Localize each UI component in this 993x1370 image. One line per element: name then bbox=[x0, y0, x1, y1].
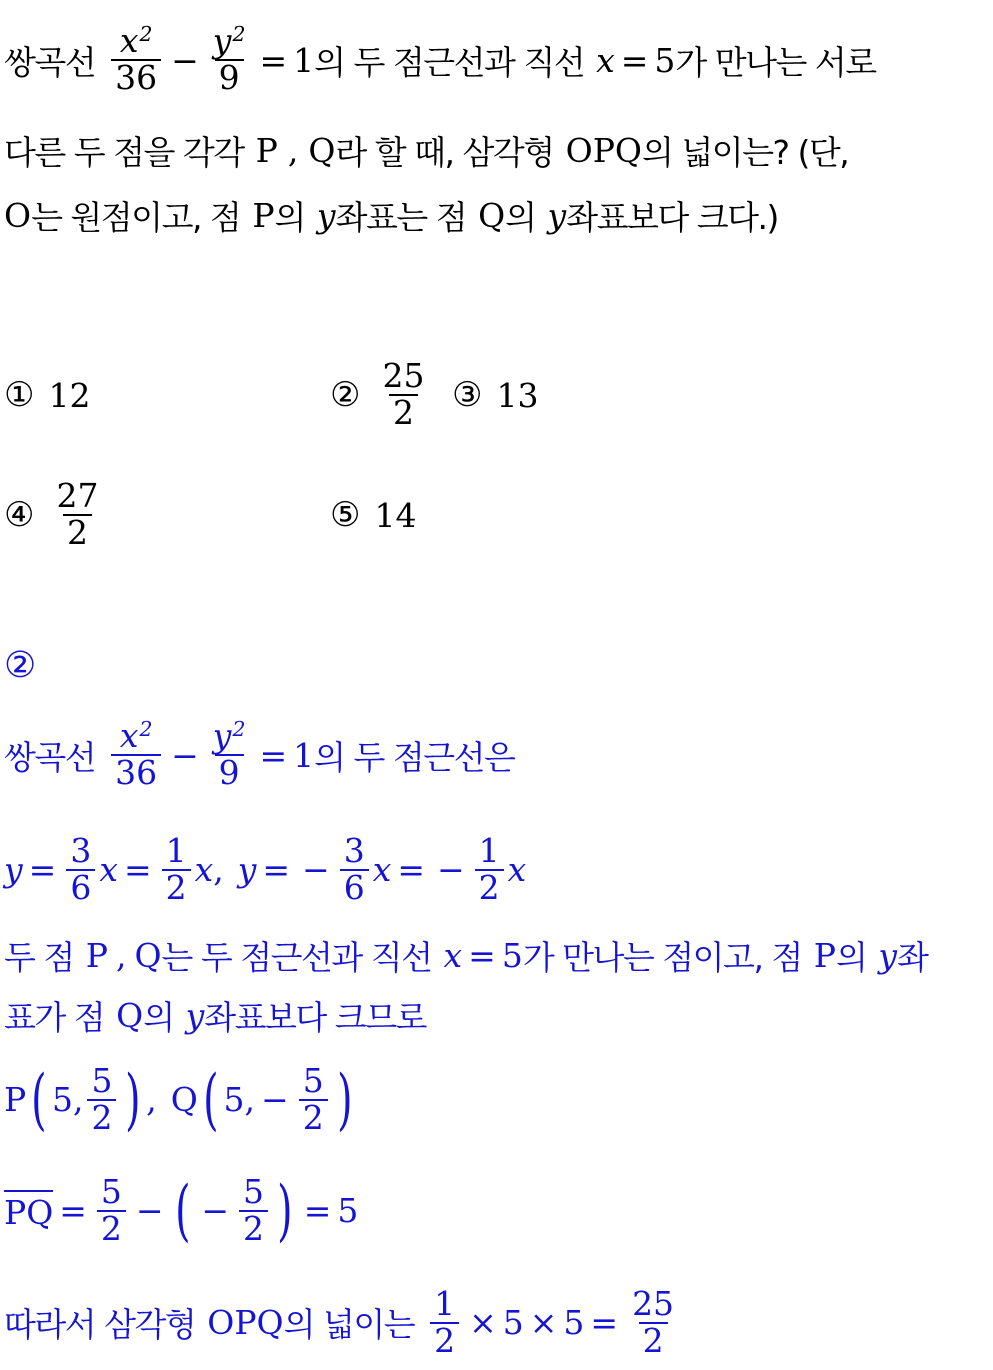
text: 따라서 삼각형 bbox=[4, 1305, 196, 1344]
number: 5, bbox=[223, 1080, 256, 1119]
point-P: P bbox=[252, 195, 275, 235]
denominator: 6 bbox=[66, 869, 95, 906]
text: 의 넓이는 bbox=[283, 1305, 415, 1344]
fraction bbox=[340, 830, 369, 907]
numerator: 25 bbox=[382, 356, 425, 396]
denominator: 2 bbox=[162, 869, 191, 906]
equals-sign: = bbox=[59, 1191, 87, 1230]
solution-line-4 bbox=[4, 990, 987, 1040]
text: 좌표는 점 bbox=[335, 197, 467, 237]
var-x: x bbox=[596, 40, 615, 80]
text: 쌍곡선 bbox=[4, 42, 96, 82]
fraction bbox=[87, 1060, 116, 1137]
choice-3[interactable] bbox=[452, 370, 538, 420]
fraction bbox=[162, 830, 191, 907]
exponent: 2 bbox=[139, 22, 153, 47]
text: 쌍곡선 bbox=[4, 737, 96, 777]
fraction-x2-over-36 bbox=[111, 716, 161, 792]
choice-4[interactable] bbox=[4, 465, 106, 565]
text: 의 넓이는? (단, bbox=[641, 132, 849, 172]
text: 의 두 점근선은 bbox=[314, 737, 515, 777]
point-Q: Q bbox=[134, 935, 162, 975]
text: 라 할 때, 삼각형 bbox=[335, 132, 554, 172]
exponent: 2 bbox=[139, 717, 153, 742]
number: 1 bbox=[293, 40, 315, 80]
minus-sign: − bbox=[261, 1080, 289, 1119]
point-Q: Q bbox=[308, 130, 336, 170]
choice-value: 14 bbox=[374, 495, 417, 535]
denominator: 2 bbox=[389, 394, 418, 431]
exponent: 2 bbox=[232, 717, 246, 742]
fraction bbox=[239, 1171, 268, 1248]
point-P: P bbox=[4, 1080, 27, 1119]
choice-value: 13 bbox=[496, 375, 539, 415]
minus-sign: − bbox=[171, 40, 199, 80]
point-P: P bbox=[813, 935, 837, 975]
fraction bbox=[430, 1283, 459, 1360]
text: 다른 두 점을 각각 bbox=[4, 132, 244, 172]
number: 5 bbox=[563, 1303, 585, 1342]
right-paren: ) bbox=[125, 1060, 142, 1138]
var-y: y bbox=[237, 850, 257, 889]
minus-sign: − bbox=[201, 1191, 229, 1230]
equals-sign: = bbox=[468, 935, 496, 975]
text: 의 bbox=[143, 997, 174, 1037]
denominator: 2 bbox=[475, 869, 504, 906]
equals-sign: = bbox=[123, 850, 152, 889]
var-x: x bbox=[119, 21, 139, 61]
fraction bbox=[299, 1060, 328, 1137]
numerator: 5 bbox=[91, 1060, 113, 1100]
text: 의 bbox=[274, 197, 305, 237]
var-y: y bbox=[212, 716, 232, 756]
answer-choice: ② bbox=[4, 644, 35, 686]
text: 의 두 점근선과 직선 bbox=[314, 42, 585, 82]
choice-mark: ⑤ bbox=[330, 495, 361, 535]
choice-5[interactable] bbox=[330, 490, 416, 540]
denominator: 2 bbox=[430, 1322, 459, 1359]
exponent: 2 bbox=[232, 22, 246, 47]
denominator: 9 bbox=[215, 59, 244, 96]
right-paren: ) bbox=[336, 1060, 353, 1138]
numerator: 3 bbox=[343, 830, 365, 870]
right-paren: ) bbox=[277, 1171, 293, 1249]
times-sign: × bbox=[469, 1303, 497, 1342]
equals-sign: = bbox=[28, 850, 57, 889]
numerator: 3 bbox=[70, 830, 92, 870]
fraction-y2-over-9 bbox=[209, 21, 250, 97]
denominator: 2 bbox=[63, 514, 92, 551]
fraction-y2-over-9 bbox=[209, 716, 250, 792]
solution-line-5 bbox=[4, 1052, 987, 1147]
numerator: 5 bbox=[302, 1060, 324, 1100]
number: 5 bbox=[502, 1303, 524, 1342]
solution-line-1 bbox=[4, 705, 987, 805]
var-x: x bbox=[194, 850, 214, 889]
numerator: 25 bbox=[632, 1283, 675, 1323]
solution-line-2 bbox=[4, 822, 987, 917]
choice-fraction bbox=[378, 356, 428, 432]
point-Q: Q bbox=[116, 995, 144, 1035]
numerator: 5 bbox=[242, 1171, 264, 1211]
solution-line-3 bbox=[4, 930, 987, 980]
var-y: y bbox=[212, 21, 232, 61]
equals-sign: = bbox=[590, 1303, 619, 1342]
equals-sign: = bbox=[397, 850, 425, 889]
comma: , bbox=[213, 850, 224, 889]
question-line-1 bbox=[4, 10, 987, 110]
text: 표가 점 bbox=[4, 997, 105, 1037]
choice-value: 12 bbox=[48, 375, 91, 415]
var-x: x bbox=[372, 850, 392, 889]
minus-sign: − bbox=[171, 735, 199, 775]
solution-line-6 bbox=[4, 1163, 987, 1258]
comma: , bbox=[287, 130, 299, 170]
number: 1 bbox=[293, 735, 315, 775]
equals-sign: = bbox=[262, 850, 291, 889]
segment-PQ: PQ bbox=[4, 1190, 53, 1232]
point-P: P bbox=[255, 130, 278, 170]
denominator: 2 bbox=[97, 1210, 126, 1247]
number: 5 bbox=[337, 1191, 359, 1230]
choice-mark: ② bbox=[330, 375, 361, 415]
point-O: O bbox=[4, 195, 32, 235]
text: 두 점 bbox=[4, 937, 74, 977]
point-Q: Q bbox=[170, 1080, 198, 1119]
denominator: 6 bbox=[340, 869, 369, 906]
point-Q: Q bbox=[478, 195, 506, 235]
fraction bbox=[66, 830, 95, 907]
denominator: 2 bbox=[239, 1210, 268, 1247]
denominator: 36 bbox=[111, 754, 161, 791]
left-paren: ( bbox=[31, 1060, 47, 1138]
text: 의 bbox=[505, 197, 536, 237]
text: 는 원점이고, 점 bbox=[31, 197, 241, 237]
times-sign: × bbox=[529, 1303, 558, 1342]
choice-fraction bbox=[52, 476, 102, 552]
fraction bbox=[97, 1171, 126, 1248]
question-line-2 bbox=[4, 125, 987, 175]
var-y: y bbox=[547, 195, 567, 235]
text: 의 bbox=[836, 937, 867, 977]
var-x: x bbox=[119, 716, 139, 756]
var-y: y bbox=[4, 850, 23, 889]
var-x: x bbox=[99, 850, 118, 889]
minus-sign: − bbox=[302, 850, 330, 889]
choice-mark: ③ bbox=[452, 375, 483, 415]
equals-sign: = bbox=[259, 735, 288, 775]
equals-sign: = bbox=[620, 40, 649, 80]
numerator: 1 bbox=[434, 1283, 456, 1323]
text: 가 만나는 서로 bbox=[675, 42, 876, 82]
number: 5, bbox=[51, 1080, 84, 1119]
text: 좌표보다 크므로 bbox=[204, 997, 426, 1037]
var-y: y bbox=[185, 995, 205, 1035]
text: 좌 bbox=[897, 937, 928, 977]
numerator: 27 bbox=[56, 476, 99, 516]
answer-mark bbox=[4, 640, 987, 690]
denominator: 9 bbox=[215, 754, 244, 791]
numerator: 1 bbox=[478, 830, 500, 870]
choice-mark: ① bbox=[4, 375, 35, 415]
text: 가 만나는 점이고, 점 bbox=[522, 937, 802, 977]
denominator: 2 bbox=[639, 1322, 668, 1359]
denominator: 2 bbox=[87, 1099, 116, 1136]
text: 는 두 점근선과 직선 bbox=[161, 937, 432, 977]
choice-1[interactable] bbox=[4, 370, 90, 420]
var-y: y bbox=[316, 195, 336, 235]
choice-mark: ④ bbox=[4, 495, 35, 535]
minus-sign: − bbox=[135, 1191, 164, 1230]
comma: , bbox=[115, 935, 127, 975]
var-y: y bbox=[878, 935, 898, 975]
denominator: 36 bbox=[111, 59, 161, 96]
point-P: P bbox=[85, 935, 108, 975]
equals-sign: = bbox=[259, 40, 288, 80]
denominator: 2 bbox=[299, 1099, 328, 1136]
left-paren: ( bbox=[174, 1171, 191, 1249]
triangle-OPQ: OPQ bbox=[565, 130, 642, 170]
solution-line-7 bbox=[4, 1275, 987, 1370]
left-paren: ( bbox=[202, 1060, 219, 1138]
var-x: x bbox=[507, 850, 527, 889]
var-x: x bbox=[443, 935, 463, 975]
result-fraction bbox=[628, 1283, 678, 1360]
fraction-x2-over-36 bbox=[111, 21, 161, 97]
number: 5 bbox=[501, 935, 523, 975]
triangle-OPQ: OPQ bbox=[207, 1303, 284, 1342]
choice-2[interactable] bbox=[330, 345, 432, 445]
numerator: 5 bbox=[100, 1171, 122, 1211]
numerator: 1 bbox=[165, 830, 187, 870]
number: 5 bbox=[654, 40, 676, 80]
question-line-3 bbox=[4, 190, 987, 240]
fraction bbox=[475, 830, 504, 907]
minus-sign: − bbox=[436, 850, 465, 889]
equals-sign: = bbox=[303, 1191, 332, 1230]
comma: , bbox=[146, 1080, 157, 1119]
text: 좌표보다 크다.) bbox=[566, 197, 778, 237]
